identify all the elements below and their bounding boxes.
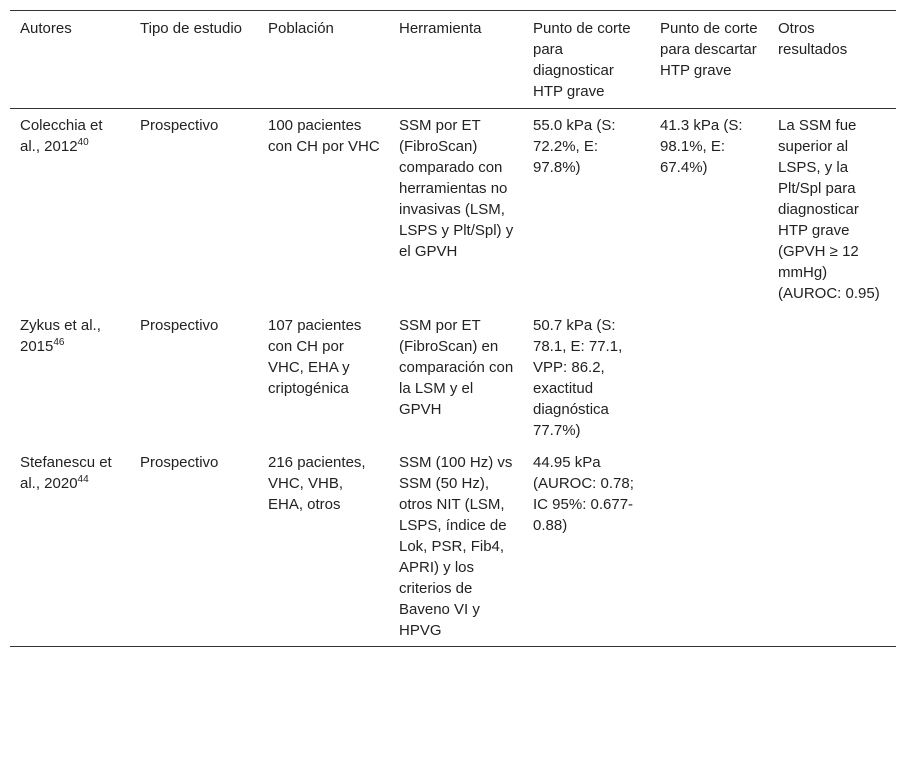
cell-tool: SSM (100 Hz) vs SSM (50 Hz), otros NIT (LSM, LSPS, índice de Lok, PSR, Fib4, APRI) y los criterios de Baveno VI y HPVG <box>399 454 513 639</box>
header-corte-diagnosticar: Punto de corte para diagnosticar HTP grave <box>533 20 631 100</box>
header-autores: Autores <box>20 20 72 37</box>
table-header <box>10 11 896 109</box>
table-body <box>10 109 896 647</box>
table-row <box>10 446 896 647</box>
reference-number: 40 <box>77 137 89 148</box>
cell-tool: SSM por ET (FibroScan) comparado con herramientas no invasivas (LSM, LSPS y Plt/Spl) y el GPVH <box>399 117 514 260</box>
cell-author <box>10 109 130 310</box>
cell-cutoff-diagnose: 44.95 kPa (AUROC: 0.78; IC 95%: 0.677-0.88) <box>533 454 634 534</box>
cell-cutoff-rule-out <box>650 446 768 647</box>
table-row <box>10 309 896 446</box>
cell-cutoff-diagnose: 50.7 kPa (S: 78.1, E: 77.1, VPP: 86.2, exactitud diagnóstica 77.7%) <box>533 317 623 439</box>
cell-study-type: Prospectivo <box>140 454 219 471</box>
header-otros-resultados: Otros resultados <box>778 20 848 58</box>
cell-author <box>10 309 130 446</box>
table-row <box>10 109 896 310</box>
cell-study-type: Prospectivo <box>140 117 219 134</box>
header-herramienta: Herramienta <box>399 20 482 37</box>
cell-tool: SSM por ET (FibroScan) en comparación con la LSM y el GPVH <box>399 317 514 418</box>
cell-population: 216 pacientes, VHC, VHB, EHA, otros <box>268 454 366 513</box>
cell-other-results: La SSM fue superior al LSPS, y la Plt/Spl para diagnosticar HTP grave (GPVH ≥ 12 mmHg) (AUROC: 0.95) <box>778 117 880 302</box>
author-text: Stefanescu et al., 2020 <box>20 454 112 492</box>
header-tipo-estudio: Tipo de estudio <box>140 20 243 37</box>
cell-cutoff-diagnose: 55.0 kPa (S: 72.2%, E: 97.8%) <box>533 117 616 176</box>
author-text: Colecchia et al., 2012 <box>20 117 103 155</box>
reference-number: 44 <box>77 474 89 485</box>
studies-table <box>10 10 896 647</box>
cell-other-results <box>768 446 896 647</box>
cell-author <box>10 446 130 647</box>
cell-other-results <box>768 309 896 446</box>
header-corte-descartar: Punto de corte para descartar HTP grave <box>660 20 758 79</box>
reference-number: 46 <box>53 337 65 348</box>
cell-population: 107 pacientes con CH por VHC, EHA y criptogénica <box>268 317 362 397</box>
cell-study-type: Prospectivo <box>140 317 219 334</box>
author-text: Zykus et al., 2015 <box>20 317 101 355</box>
cell-population: 100 pacientes con CH por VHC <box>268 117 380 155</box>
cell-cutoff-rule-out: 41.3 kPa (S: 98.1%, E: 67.4%) <box>660 117 743 176</box>
header-row <box>10 11 896 109</box>
header-poblacion: Población <box>268 20 334 37</box>
cell-cutoff-rule-out <box>650 309 768 446</box>
studies-table-container <box>10 10 896 647</box>
